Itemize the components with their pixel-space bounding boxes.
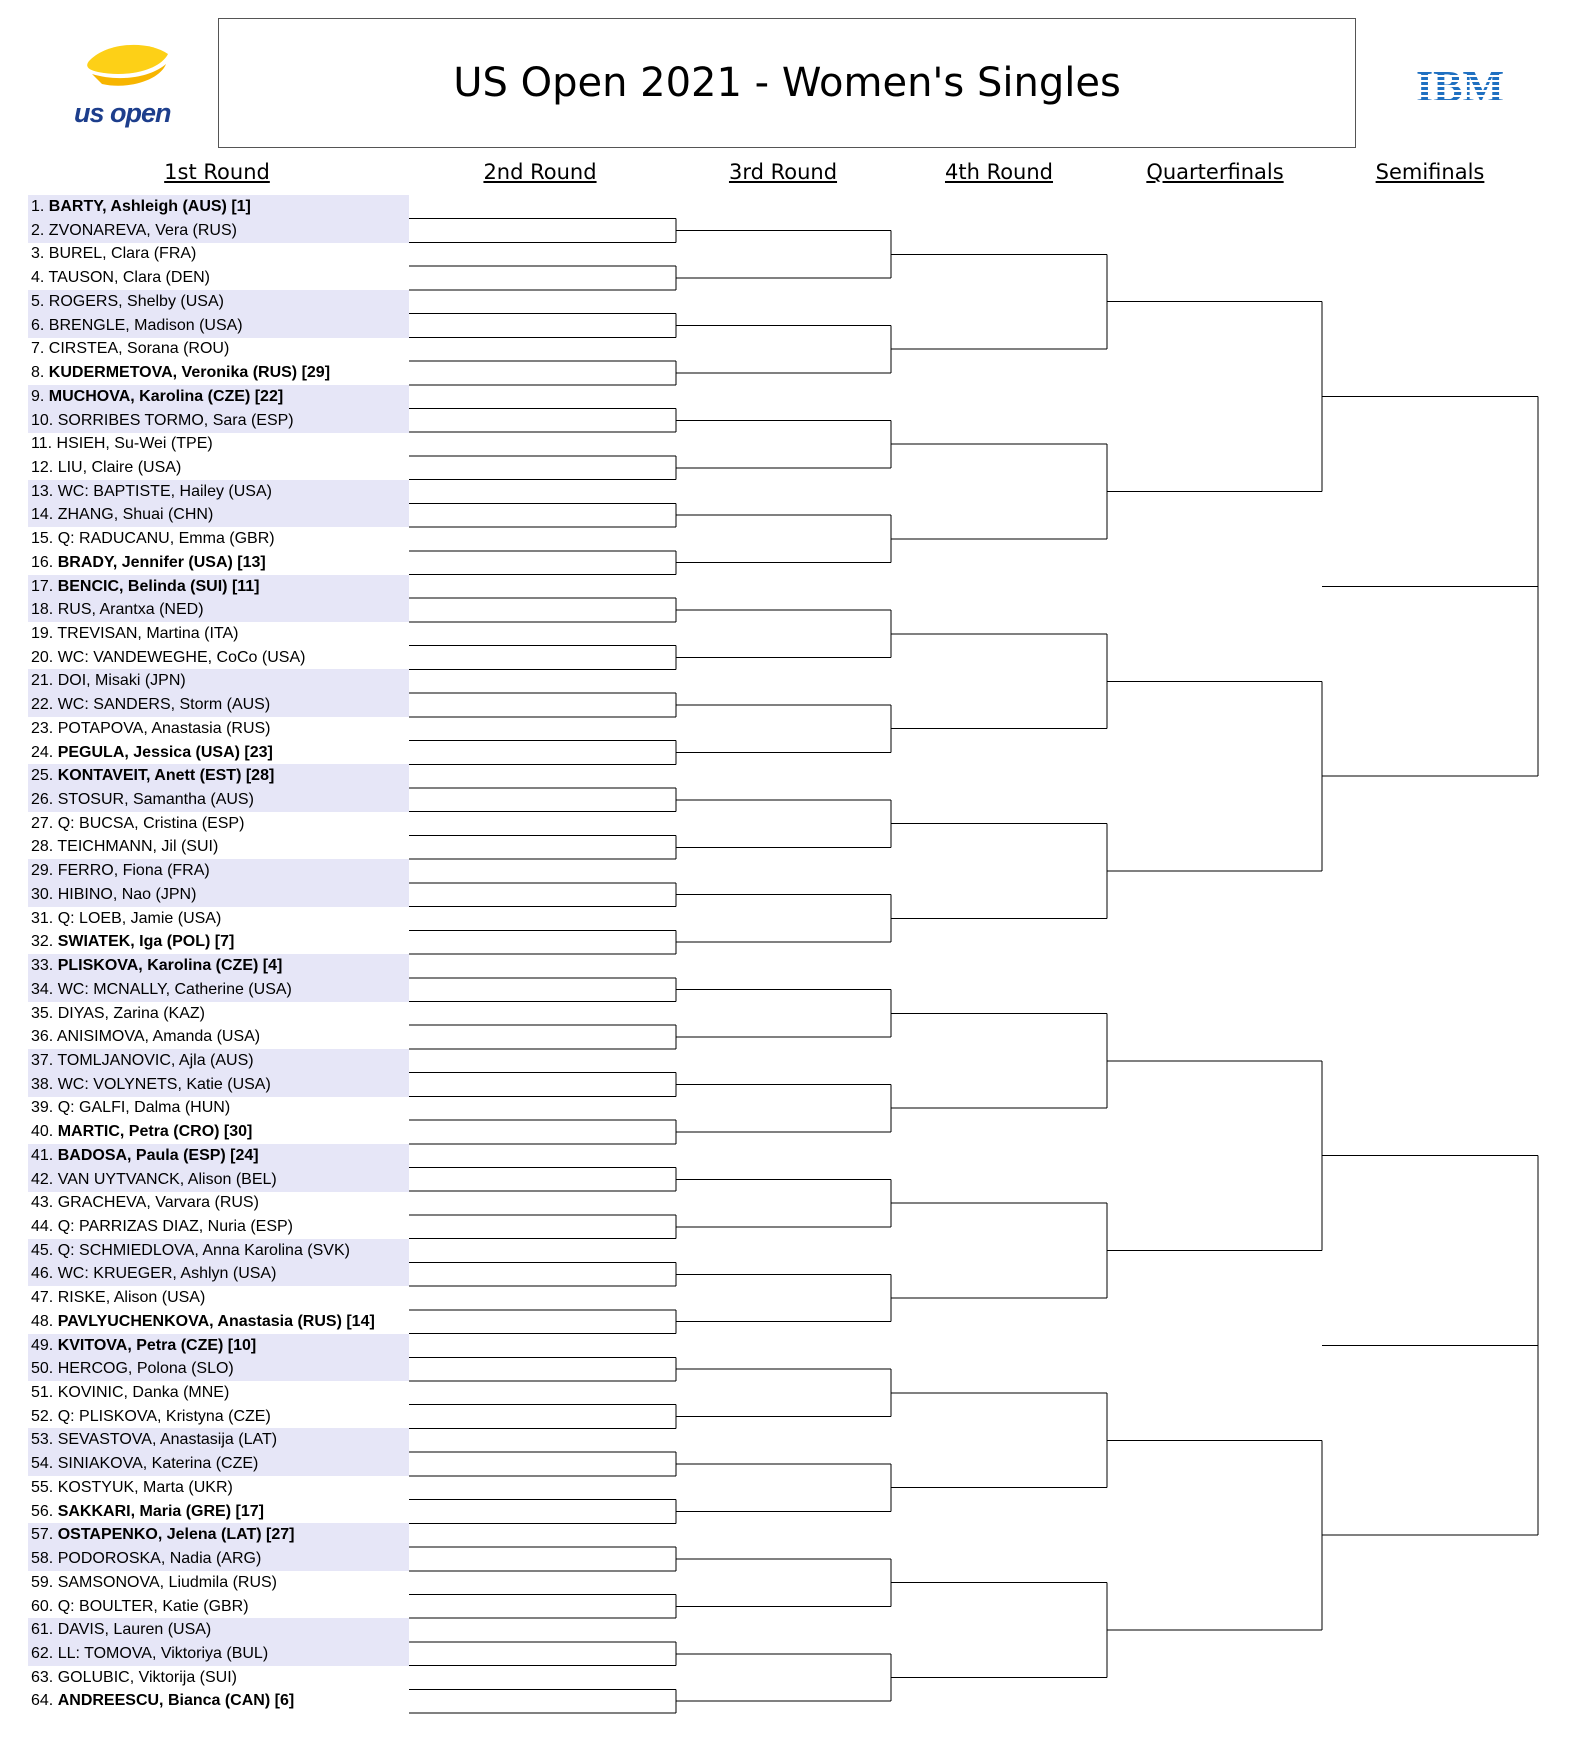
player-number: 56. (31, 1502, 54, 1520)
player-number: 37. (31, 1051, 54, 1069)
player-row (28, 1310, 409, 1334)
player-number: 29. (31, 862, 54, 880)
player-row (28, 432, 409, 456)
player-number: 41. (31, 1146, 54, 1164)
player-entry-status: Q: (57, 530, 75, 548)
player-name: ZVONAREVA, Vera (RUS) (48, 221, 237, 239)
player-row (28, 1002, 409, 1026)
player-row (28, 290, 409, 314)
player-name: HSIEH, Su-Wei (TPE) (56, 435, 213, 453)
player-entry-status: Q: (57, 1241, 75, 1259)
player-number: 63. (31, 1668, 54, 1686)
player-name: KUDERMETOVA, Veronika (RUS) [29] (48, 364, 331, 381)
player-name: GOLUBIC, Viktorija (SUI) (57, 1668, 237, 1686)
player-row (28, 219, 409, 243)
player-number: 48. (31, 1312, 54, 1330)
player-name: LIU, Claire (USA) (57, 458, 182, 476)
player-number: 15. (31, 530, 54, 548)
player-entry-status: Q: (57, 1407, 75, 1425)
player-name: PARRIZAS DIAZ, Nuria (ESP) (79, 1218, 294, 1235)
player-number: 44. (31, 1218, 54, 1235)
player-row (28, 1239, 409, 1263)
player-name: TEICHMANN, Jil (SUI) (57, 838, 219, 856)
player-number: 5. (31, 292, 45, 310)
player-name: GRACHEVA, Varvara (RUS) (57, 1194, 259, 1212)
player-name: SWIATEK, Iga (POL) [7] (57, 933, 235, 951)
player-number: 60. (31, 1597, 54, 1615)
player-number: 31. (31, 909, 54, 927)
player-name: LOEB, Jamie (USA) (79, 909, 222, 927)
player-number: 49. (31, 1336, 54, 1354)
player-entry-status: WC: (57, 980, 89, 998)
player-number: 22. (31, 696, 54, 714)
player-number: 53. (31, 1431, 54, 1449)
player-number: 51. (31, 1384, 54, 1401)
player-number: 26. (31, 791, 54, 808)
player-name: DIYAS, Zarina (KAZ) (57, 1004, 205, 1022)
player-number: 13. (31, 482, 54, 500)
player-row (28, 1357, 409, 1381)
player-row (28, 622, 409, 646)
player-number: 17. (31, 577, 54, 595)
player-row (28, 907, 409, 931)
player-number: 14. (31, 506, 54, 524)
player-row (28, 337, 409, 361)
player-name: CIRSTEA, Sorana (ROU) (48, 340, 230, 358)
player-name: KVITOVA, Petra (CZE) [10] (57, 1336, 257, 1354)
player-row (28, 456, 409, 480)
player-name: ANDREESCU, Bianca (CAN) [6] (57, 1692, 295, 1710)
player-row (28, 954, 409, 978)
player-name: SORRIBES TORMO, Sara (ESP) (57, 411, 294, 429)
player-number: 47. (31, 1289, 54, 1307)
player-number: 19. (31, 625, 54, 642)
player-name: KRUEGER, Ashlyn (USA) (93, 1265, 277, 1283)
player-number: 59. (31, 1573, 54, 1591)
round-header-2nd: 2nd Round (483, 160, 597, 184)
player-row (28, 1096, 409, 1120)
player-number: 57. (31, 1526, 54, 1544)
player-entry-status: WC: (57, 1075, 89, 1093)
player-name: OSTAPENKO, Jelena (LAT) [27] (57, 1526, 295, 1544)
player-row (28, 409, 409, 433)
player-number: 25. (31, 767, 54, 785)
player-name: RISKE, Alison (USA) (57, 1289, 206, 1307)
round-header-4th: 4th Round (944, 160, 1054, 184)
player-row (28, 1428, 409, 1452)
player-row (28, 480, 409, 504)
player-number: 32. (31, 933, 54, 951)
player-number: 16. (31, 553, 54, 571)
player-name: VOLYNETS, Katie (USA) (93, 1075, 271, 1093)
player-name: SANDERS, Storm (AUS) (93, 696, 271, 714)
round-header-quarterfinals: Quarterfinals (1146, 160, 1284, 184)
player-number: 52. (31, 1407, 54, 1425)
player-row (28, 361, 409, 385)
player-number: 46. (31, 1265, 54, 1283)
player-row (28, 693, 409, 717)
round-header-semifinals: Semifinals (1375, 160, 1485, 184)
player-row (28, 195, 409, 219)
player-row (28, 1215, 409, 1239)
player-entry-status: Q: (57, 1099, 75, 1117)
player-name: TOMLJANOVIC, Ajla (AUS) (57, 1051, 254, 1069)
player-name: SCHMIEDLOVA, Anna Karolina (SVK) (79, 1241, 350, 1259)
player-number: 20. (31, 648, 54, 666)
player-name: RUS, Arantxa (NED) (57, 601, 204, 619)
player-row (28, 1049, 409, 1073)
player-name: PLISKOVA, Kristyna (CZE) (79, 1407, 271, 1425)
round-header-1st: 1st Round (164, 160, 270, 184)
player-name: STOSUR, Samantha (AUS) (57, 791, 254, 808)
player-name: BUCSA, Cristina (ESP) (79, 814, 245, 832)
player-row (28, 503, 409, 527)
player-row (28, 1689, 409, 1713)
player-name: TREVISAN, Martina (ITA) (57, 625, 239, 642)
player-number: 33. (31, 957, 54, 974)
player-entry-status: Q: (57, 1597, 75, 1615)
player-name: BADOSA, Paula (ESP) [24] (57, 1146, 259, 1164)
player-name: DAVIS, Lauren (USA) (57, 1621, 212, 1639)
player-name: SINIAKOVA, Katerina (CZE) (57, 1455, 259, 1473)
player-number: 9. (31, 387, 45, 405)
player-number: 54. (31, 1455, 54, 1473)
player-entry-status: WC: (57, 1265, 89, 1283)
player-name: VANDEWEGHE, CoCo (USA) (93, 648, 306, 666)
player-name: KONTAVEIT, Anett (EST) [28] (57, 767, 275, 785)
player-row (28, 764, 409, 788)
player-number: 12. (31, 458, 54, 476)
player-name: DOI, Misaki (JPN) (57, 672, 186, 690)
player-row (28, 1547, 409, 1571)
player-name: MCNALLY, Catherine (USA) (93, 980, 292, 998)
player-name: ROGERS, Shelby (USA) (48, 292, 224, 310)
player-row (28, 314, 409, 338)
player-row (28, 646, 409, 670)
player-name: PEGULA, Jessica (USA) [23] (57, 743, 273, 761)
player-number: 21. (31, 672, 54, 690)
player-name: TOMOVA, Viktoriya (BUL) (84, 1644, 269, 1662)
player-row (28, 242, 409, 266)
player-name: MUCHOVA, Karolina (CZE) [22] (48, 387, 284, 405)
player-name: SAKKARI, Maria (GRE) [17] (57, 1502, 264, 1520)
player-name: FERRO, Fiona (FRA) (57, 862, 210, 880)
player-row (28, 1595, 409, 1619)
player-name: VAN UYTVANCK, Alison (BEL) (57, 1170, 277, 1188)
player-row (28, 1452, 409, 1476)
player-row (28, 1618, 409, 1642)
player-name: BRENGLE, Madison (USA) (48, 316, 243, 334)
player-number: 4. (31, 269, 45, 287)
player-name: BENCIC, Belinda (SUI) [11] (57, 577, 260, 595)
player-name: BUREL, Clara (FRA) (48, 245, 197, 263)
player-number: 62. (31, 1644, 54, 1662)
player-number: 27. (31, 814, 54, 832)
player-row (28, 1334, 409, 1358)
player-row (28, 717, 409, 741)
player-number: 64. (31, 1692, 54, 1710)
player-number: 3. (31, 245, 45, 263)
player-entry-status: Q: (57, 909, 75, 927)
player-number: 38. (31, 1075, 54, 1093)
player-row (28, 859, 409, 883)
player-name: HIBINO, Nao (JPN) (57, 885, 197, 903)
player-name: KOSTYUK, Marta (UKR) (57, 1478, 233, 1496)
player-name: MARTIC, Petra (CRO) [30] (57, 1123, 253, 1141)
player-number: 34. (31, 980, 54, 998)
player-number: 28. (31, 838, 54, 856)
player-number: 40. (31, 1123, 54, 1141)
player-entry-status: WC: (57, 482, 89, 500)
player-entry-status: WC: (57, 648, 89, 666)
player-row (28, 1262, 409, 1286)
player-number: 35. (31, 1004, 54, 1022)
player-number: 42. (31, 1170, 54, 1188)
player-name: GALFI, Dalma (HUN) (79, 1099, 231, 1117)
page-title: US Open 2021 - Women's Singles (453, 60, 1121, 106)
player-row (28, 883, 409, 907)
player-name: PAVLYUCHENKOVA, Anastasia (RUS) [14] (57, 1312, 375, 1330)
player-row (28, 1642, 409, 1666)
player-number: 10. (31, 411, 54, 429)
player-row (28, 930, 409, 954)
player-row (28, 575, 409, 599)
player-row (28, 1144, 409, 1168)
player-row (28, 1025, 409, 1049)
logo-text: us open (74, 98, 171, 128)
player-row (28, 1168, 409, 1192)
player-row (28, 1120, 409, 1144)
player-entry-status: Q: (57, 1218, 75, 1235)
player-number: 43. (31, 1194, 54, 1212)
player-name: BOULTER, Katie (GBR) (79, 1597, 249, 1615)
player-number: 55. (31, 1478, 54, 1496)
player-row (28, 551, 409, 575)
player-number: 45. (31, 1241, 54, 1259)
player-number: 30. (31, 885, 54, 903)
player-row (28, 1476, 409, 1500)
player-name: PLISKOVA, Karolina (CZE) [4] (57, 957, 283, 974)
player-row (28, 812, 409, 836)
player-row (28, 385, 409, 409)
player-number: 36. (31, 1028, 54, 1046)
player-row (28, 1191, 409, 1215)
player-entry-status: Q: (57, 814, 75, 832)
player-name: ANISIMOVA, Amanda (USA) (56, 1028, 261, 1046)
player-number: 58. (31, 1550, 54, 1567)
player-name: SEVASTOVA, Anastasija (LAT) (57, 1431, 278, 1449)
player-name: TAUSON, Clara (DEN) (48, 269, 210, 287)
player-entry-status: LL: (57, 1644, 80, 1662)
player-row (28, 1666, 409, 1690)
player-name: KOVINIC, Danka (MNE) (57, 1384, 230, 1401)
player-number: 6. (31, 316, 45, 334)
player-number: 50. (31, 1360, 54, 1378)
player-row (28, 1571, 409, 1595)
player-row (28, 266, 409, 290)
player-number: 24. (31, 743, 54, 761)
player-name: RADUCANU, Emma (GBR) (79, 530, 275, 548)
player-row (28, 1523, 409, 1547)
player-row (28, 1500, 409, 1524)
player-row (28, 741, 409, 765)
player-row (28, 1405, 409, 1429)
player-row (28, 788, 409, 812)
player-number: 2. (31, 221, 45, 239)
player-row (28, 598, 409, 622)
player-name: PODOROSKA, Nadia (ARG) (57, 1550, 262, 1567)
player-number: 8. (31, 364, 45, 381)
player-number: 1. (31, 198, 45, 215)
player-number: 18. (31, 601, 54, 619)
player-entry-status: WC: (57, 696, 89, 714)
player-number: 11. (31, 435, 53, 453)
player-row (28, 669, 409, 693)
player-row (28, 1073, 409, 1097)
player-name: BARTY, Ashleigh (AUS) [1] (48, 198, 251, 215)
player-name: SAMSONOVA, Liudmila (RUS) (57, 1573, 278, 1591)
player-row (28, 527, 409, 551)
player-row (28, 978, 409, 1002)
player-number: 23. (31, 719, 54, 737)
round-header-3rd: 3rd Round (728, 160, 838, 184)
player-name: ZHANG, Shuai (CHN) (57, 506, 214, 524)
player-row (28, 1286, 409, 1310)
player-name: BRADY, Jennifer (USA) [13] (57, 553, 266, 571)
player-name: POTAPOVA, Anastasia (RUS) (57, 719, 271, 737)
player-row (28, 1381, 409, 1405)
player-name: BAPTISTE, Hailey (USA) (93, 482, 272, 500)
player-number: 39. (31, 1099, 54, 1117)
player-name: HERCOG, Polona (SLO) (57, 1360, 234, 1378)
player-row (28, 835, 409, 859)
player-number: 61. (31, 1621, 54, 1639)
ibm-logo-text: IBM (1416, 62, 1504, 107)
player-number: 7. (31, 340, 45, 358)
